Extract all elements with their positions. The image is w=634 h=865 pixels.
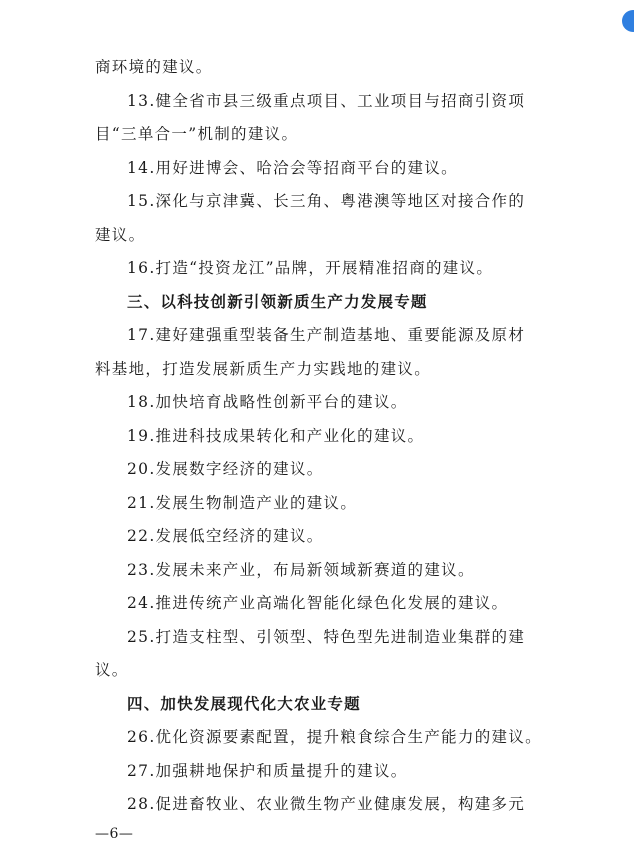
text-line: 目“三单合一”机制的建议。 <box>95 125 299 143</box>
item-13: 13.健全省市县三级重点项目、工业项目与招商引资项 <box>127 92 526 110</box>
item-14: 14.用好进博会、哈洽会等招商平台的建议。 <box>127 159 458 177</box>
text-line: 料基地，打造发展新质生产力实践地的建议。 <box>95 360 432 378</box>
item-17: 17.建好建强重型装备生产制造基地、重要能源及原材 <box>127 326 526 344</box>
text-line: 商环境的建议。 <box>95 58 213 76</box>
item-27: 27.加强耕地保护和质量提升的建议。 <box>127 762 408 780</box>
item-18: 18.加快培育战略性创新平台的建议。 <box>127 393 408 411</box>
text-line: 议。 <box>95 661 129 679</box>
section-heading-3: 三、以科技创新引领新质生产力发展专题 <box>127 293 428 311</box>
item-25: 25.打造支柱型、引领型、特色型先进制造业集群的建 <box>127 628 526 646</box>
item-16: 16.打造“投资龙江”品牌，开展精准招商的建议。 <box>127 259 494 277</box>
item-24: 24.推进传统产业高端化智能化绿色化发展的建议。 <box>127 594 509 612</box>
corner-badge[interactable] <box>622 10 634 32</box>
item-23: 23.发展未来产业，布局新领域新赛道的建议。 <box>127 561 475 579</box>
text-line: 建议。 <box>95 226 146 244</box>
page-number: —6— <box>95 826 134 842</box>
item-28: 28.促进畜牧业、农业微生物产业健康发展，构建多元 <box>127 795 526 813</box>
section-heading-4: 四、加快发展现代化大农业专题 <box>127 695 361 713</box>
item-26: 26.优化资源要素配置，提升粮食综合生产能力的建议。 <box>127 728 542 746</box>
item-21: 21.发展生物制造产业的建议。 <box>127 494 358 512</box>
item-20: 20.发展数字经济的建议。 <box>127 460 324 478</box>
item-22: 22.发展低空经济的建议。 <box>127 527 324 545</box>
item-15: 15.深化与京津冀、长三角、粤港澳等地区对接合作的 <box>127 192 526 210</box>
item-19: 19.推进科技成果转化和产业化的建议。 <box>127 427 425 445</box>
